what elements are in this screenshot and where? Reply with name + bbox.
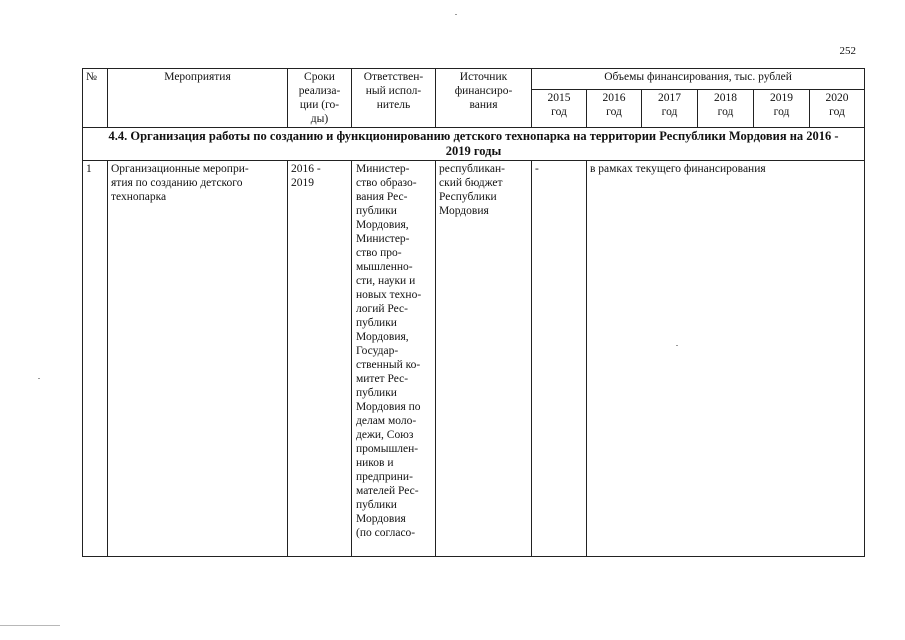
table-row bbox=[83, 161, 865, 557]
row-terms: 2016 - 2019 bbox=[288, 161, 352, 557]
header-event: Мероприятия bbox=[108, 69, 288, 128]
scan-artifact-dot bbox=[455, 14, 457, 15]
row-financing-note: в рамках текущего финансирования bbox=[587, 161, 865, 557]
row-responsible: Министер- ство образо- вания Рес- публики Мордовия, Министер- ство про- мышленно- сти, науки и новых техно- логий Рес- публики Мордовия, Государ- ственный ко- митет Рес- публики Мордовия по делам моло- дежи, Союз промышлен- ников и предприни- мателей Рес- публики Мордовия (по согласо- bbox=[352, 161, 436, 557]
scan-artifact-line bbox=[0, 625, 60, 626]
row-num: 1 bbox=[83, 161, 108, 557]
header-terms: Сроки реализа- ции (го- ды) bbox=[288, 69, 352, 128]
financing-table bbox=[82, 68, 865, 557]
page-number: 252 bbox=[839, 45, 856, 57]
header-year-2020: 2020 год bbox=[810, 89, 865, 127]
row-value-2015: - bbox=[532, 161, 587, 557]
header-responsible: Ответствен- ный испол- нитель bbox=[352, 69, 436, 128]
header-year-2017: 2017 год bbox=[642, 89, 698, 127]
header-year-2015: 2015 год bbox=[532, 89, 587, 127]
header-volumes: Объемы финансирования, тыс. рублей bbox=[532, 69, 865, 90]
header-source: Источник финансиро- вания bbox=[436, 69, 532, 128]
scan-artifact-dot bbox=[38, 378, 40, 379]
header-year-2018: 2018 год bbox=[698, 89, 754, 127]
scan-artifact-dot bbox=[676, 345, 678, 346]
header-num: № bbox=[83, 69, 108, 128]
header-year-2019: 2019 год bbox=[754, 89, 810, 127]
row-event: Организационные меропри- ятия по созданию детского технопарка bbox=[108, 161, 288, 557]
section-row bbox=[83, 128, 865, 161]
header-year-2016: 2016 год bbox=[587, 89, 642, 127]
header-row bbox=[83, 69, 865, 90]
section-title: 4.4. Организация работы по созданию и функционированию детского технопарка на территории Республики Мордовия на 2016 - 2019 годы bbox=[83, 128, 865, 161]
row-source: республикан- ский бюджет Республики Мордовия bbox=[436, 161, 532, 557]
